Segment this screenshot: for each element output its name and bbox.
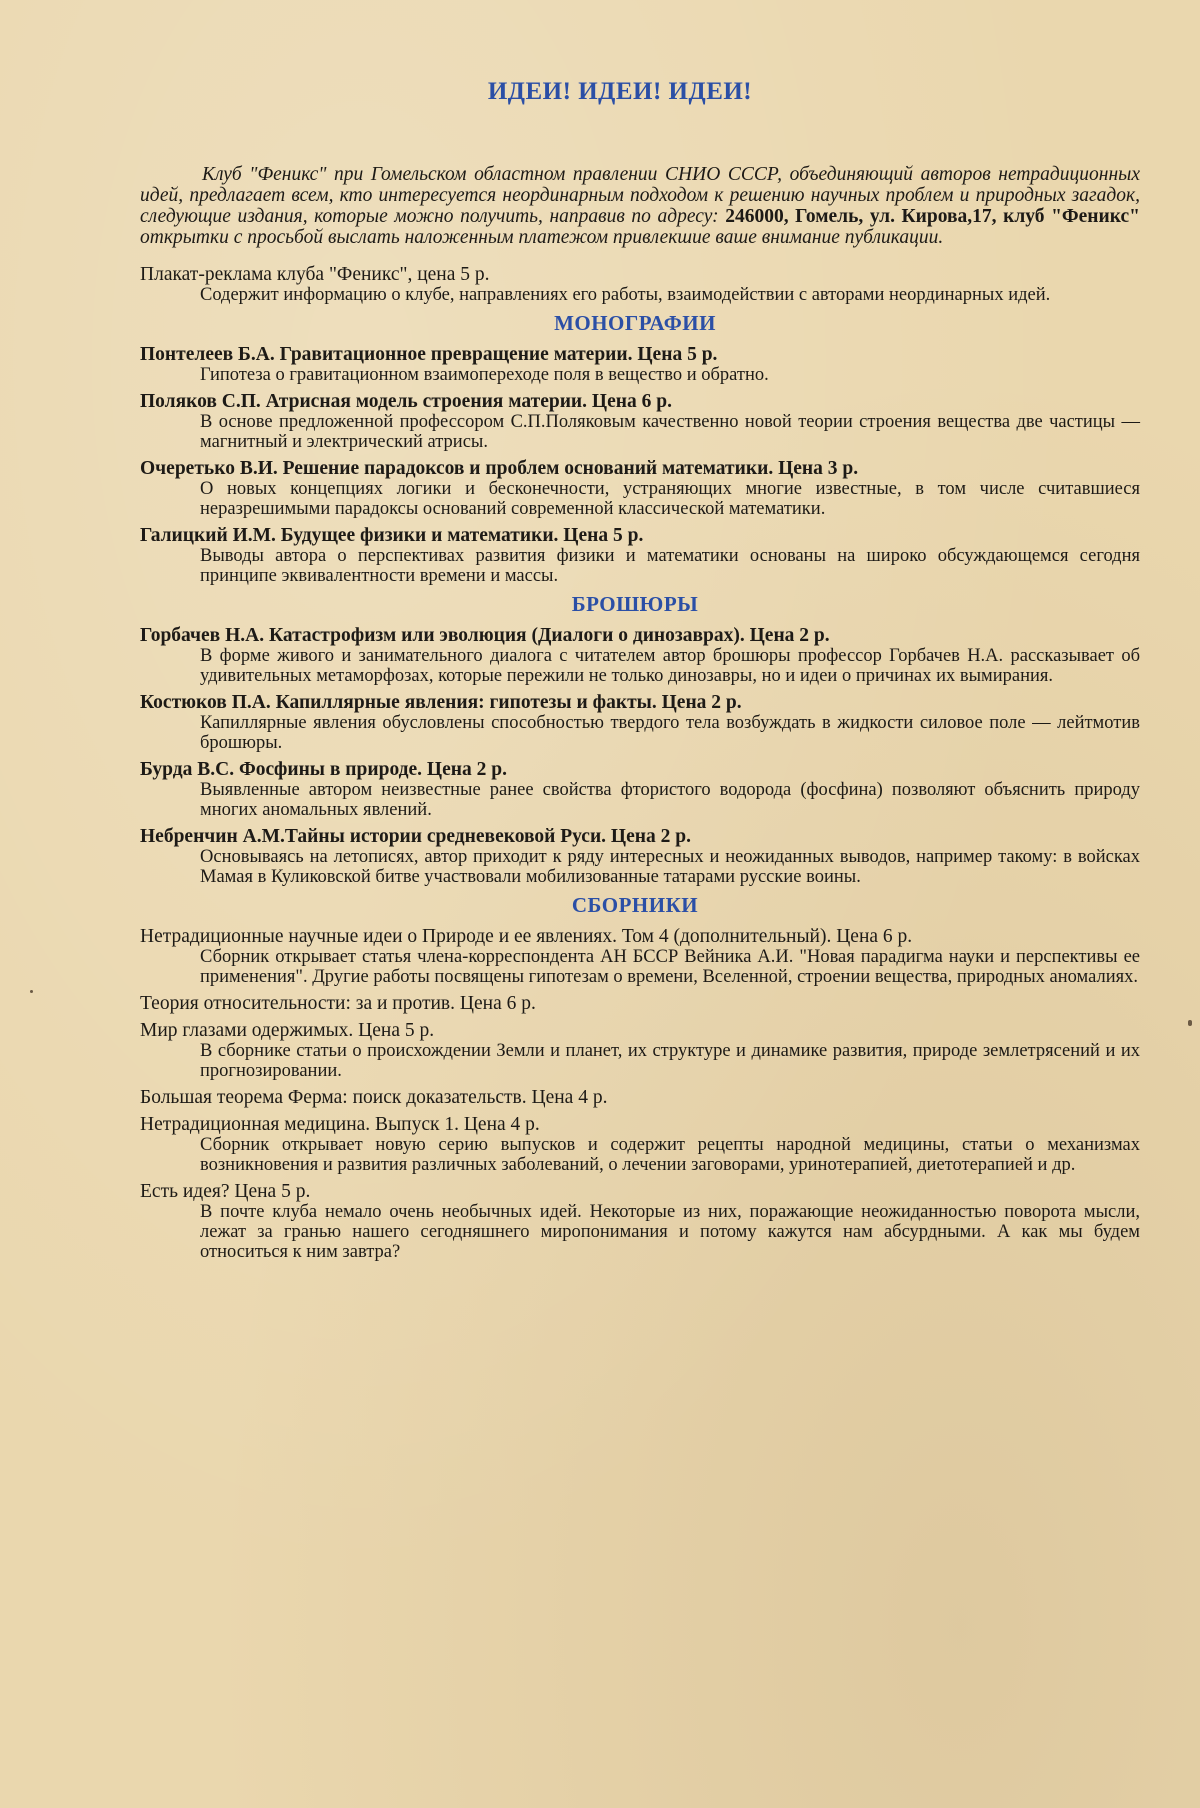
entry-description: Сборник открывает статья члена-корреспондента АН БССР Вейника А.И. "Новая парадигма науки и перспективы ее применения". Другие работы посвящены гипотезам о времени, Вселенной, строении вещества, природных аномалиях. (200, 947, 1140, 987)
entry-head: Горбачев Н.А. Катастрофизм или эволюция (Диалоги о динозаврах). Цена 2 р. (140, 625, 830, 646)
paper-speck (30, 990, 33, 993)
entry-description: В почте клуба немало очень необычных идей. Некоторые из них, поражающие неожиданностью поворота мысли, лежат за гранью нашего сегодняшнего миропонимания и потому кажутся нам абсурдными. А как мы будем относиться к ним завтра? (200, 1202, 1140, 1262)
poster-entry (140, 264, 1140, 305)
list-item (140, 1181, 1140, 1262)
list-item (140, 826, 1140, 887)
list-item (140, 344, 1140, 385)
entry-description: О новых концепциях логики и бесконечности, устраняющих многие известные, в том числе считавшиеся неразрешимыми парадоксы оснований современной классической математики. (200, 479, 1140, 519)
entry-head: Нетрадиционные научные идеи о Природе и ее явлениях. Том 4 (дополнительный). Цена 6 р. (140, 926, 913, 947)
entry-head: Нетрадиционная медицина. Выпуск 1. Цена 4 р. (140, 1114, 540, 1135)
page-title: ИДЕИ! ИДЕИ! ИДЕИ! (487, 78, 753, 105)
entry-head: Есть идея? Цена 5 р. (140, 1181, 311, 1202)
list-item (140, 625, 1140, 686)
list-item (140, 692, 1140, 753)
entry-description: Выводы автора о перспективах развития физики и математики основаны на широко обсуждающемся сегодня принципе эквивалентности времени и массы. (200, 546, 1140, 586)
entry-head: Понтелеев Б.А. Гравитационное превращение материи. Цена 5 р. (140, 344, 718, 365)
entry-description: Выявленные автором неизвестные ранее свойства фтористого водорода (фосфина) позволяют объяснить природу многих аномальных явлений. (200, 780, 1140, 820)
list-item (140, 759, 1140, 820)
intro-text: Клуб "Феникс" при Гомельском областном правлении СНИО СССР, объединяющий авторов нетрадиционных идей, предлагает всем, кто интересуется неординарным подходом к решению научных проблем и природных загадок, следующие издания, которые можно получить, направив по адресу: (140, 164, 1140, 227)
list-item (140, 1114, 1140, 1175)
section-title-monographs: МОНОГРАФИИ (554, 311, 716, 335)
entry-head: Большая теорема Ферма: поиск доказательств. Цена 4 р. (140, 1087, 608, 1108)
entry-description: Сборник открывает новую серию выпусков и содержит рецепты народной медицины, статьи о механизмах возникновения и развития различных заболеваний, о лечении заговорами, уринотерапией, диетотерапией и др. (200, 1135, 1140, 1175)
entry-head: Бурда В.С. Фосфины в природе. Цена 2 р. (140, 759, 507, 780)
entry-head: Очеретько В.И. Решение парадоксов и проблем оснований математики. Цена 3 р. (140, 458, 859, 479)
entry-head: Плакат-реклама клуба "Феникс", цена 5 р. (140, 264, 490, 285)
entry-description: Капиллярные явления обусловлены способностью твердого тела возбуждать в жидкости силовое поле — лейтмотив брошюры. (200, 713, 1140, 753)
list-item (140, 1020, 1140, 1081)
section-title-brochures: БРОШЮРЫ (571, 592, 699, 616)
entry-head: Галицкий И.М. Будущее физики и математики. Цена 5 р. (140, 525, 644, 546)
section-title-collections: СБОРНИКИ (571, 893, 699, 917)
entry-head: Теория относительности: за и против. Цена 6 р. (140, 993, 536, 1014)
list-item (140, 525, 1140, 586)
entry-head: Костюков П.А. Капиллярные явления: гипотезы и факты. Цена 2 р. (140, 692, 742, 713)
entry-description: Содержит информацию о клубе, направлениях его работы, взаимодействии с авторами неординарных идей. (200, 285, 1051, 305)
list-item (140, 391, 1140, 452)
entry-description: В основе предложенной профессором С.П.Поляковым качественно новой теории строения вещества две частицы — магнитный и электрический атрисы. (200, 412, 1140, 452)
intro-paragraph (140, 164, 1140, 248)
entry-description: В сборнике статьи о происхождении Земли и планет, их структуре и динамике развития, природе землетрясений и их прогнозировании. (200, 1041, 1140, 1081)
entry-description: Гипотеза о гравитационном взаимопереходе поля в вещество и обратно. (200, 365, 769, 385)
entry-description: Основываясь на летописях, автор приходит к ряду интересных и неожиданных выводов, например такому: в войсках Мамая в Куликовской битве участвовали мобилизованные татарами русские воины. (200, 847, 1140, 887)
intro-address: 246000, Гомель, ул. Кирова,17, клуб "Феникс" (725, 206, 1141, 227)
intro-text-end: открытки с просьбой выслать наложенным платежом привлекшие ваше внимание публикации. (140, 227, 944, 248)
entry-head: Небренчин А.М.Тайны истории средневековой Руси. Цена 2 р. (140, 826, 691, 847)
list-item (140, 458, 1140, 519)
entry-head: Мир глазами одержимых. Цена 5 р. (140, 1020, 435, 1041)
entry-head: Поляков С.П. Атрисная модель строения материи. Цена 6 р. (140, 391, 672, 412)
list-item (140, 993, 1140, 1014)
list-item (140, 926, 1140, 987)
entry-description: В форме живого и занимательного диалога с читателем автор брошюры профессор Горбачев Н.А. рассказывает об удивительных метаморфозах, которые пережили не только динозавры, но и идеи о причинах их вымирания. (200, 646, 1140, 686)
list-item (140, 1087, 1140, 1108)
paper-speck (1188, 1020, 1192, 1026)
